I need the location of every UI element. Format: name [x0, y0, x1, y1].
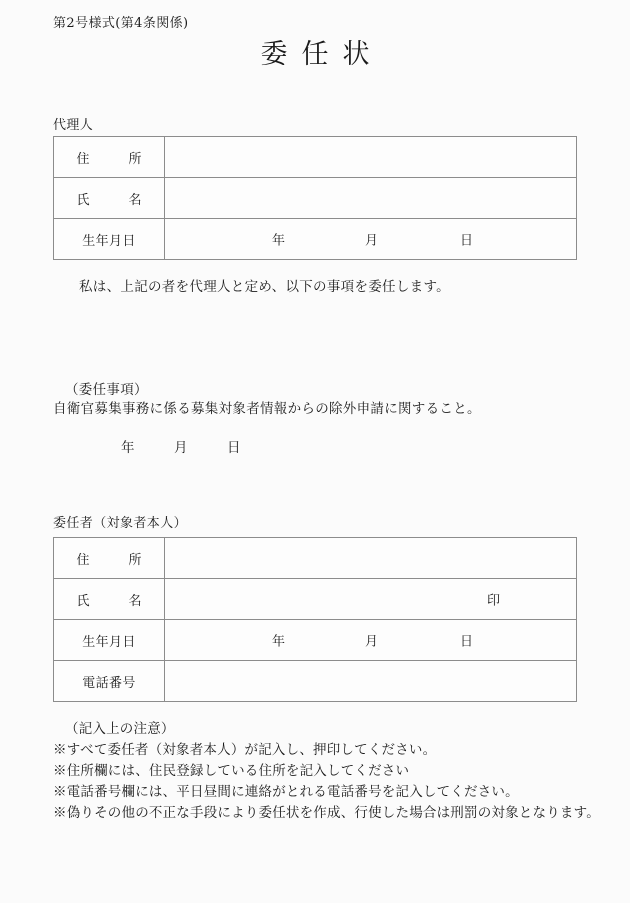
agent-information-table	[53, 136, 577, 260]
agent-birthdate-field[interactable]	[165, 219, 577, 260]
notes-heading: （記入上の注意）	[65, 721, 175, 737]
agent-name-label: 氏 名	[54, 178, 165, 219]
agent-section-caption: 代理人	[53, 118, 94, 133]
agent-birthdate-label: 生年月日	[54, 219, 165, 260]
agent-address-label: 住 所	[54, 137, 165, 178]
month-mark: 月	[365, 233, 379, 249]
seal-mark: 印	[486, 593, 500, 609]
delegator-address-field[interactable]	[165, 538, 577, 579]
delegator-information-table	[53, 537, 577, 702]
delegator-birthdate-marks	[165, 620, 576, 660]
agent-birthdate-marks	[165, 219, 576, 259]
note-line: ※すべて委任者（対象者本人）が記入し、押印してください。	[53, 742, 437, 758]
signing-year-mark: 年	[121, 440, 135, 456]
delegator-address-label: 住 所	[54, 538, 165, 579]
delegator-birthdate-label: 生年月日	[54, 620, 165, 661]
note-line: ※住所欄には、住民登録している住所を記入してください	[53, 763, 410, 779]
signing-day-mark: 日	[227, 440, 241, 456]
day-mark: 日	[460, 634, 474, 650]
agent-name-field[interactable]	[165, 178, 577, 219]
table-row	[54, 538, 577, 579]
table-row	[54, 661, 577, 702]
delegator-section-caption: 委任者（対象者本人）	[53, 516, 188, 531]
delegator-birthdate-field[interactable]	[165, 620, 577, 661]
day-mark: 日	[460, 233, 474, 249]
month-mark: 月	[365, 634, 379, 650]
note-line: ※偽りその他の不正な手段により委任状を作成、行使した場合は刑罰の対象となります。	[53, 805, 600, 821]
delegation-statement: 私は、上記の者を代理人と定め、以下の事項を委任します。	[79, 279, 450, 295]
signing-month-mark: 月	[174, 440, 188, 456]
agent-address-field[interactable]	[165, 137, 577, 178]
note-line: ※電話番号欄には、平日昼間に連絡がとれる電話番号を記入してください。	[53, 784, 519, 800]
year-mark: 年	[272, 634, 286, 650]
delegator-phone-field[interactable]	[165, 661, 577, 702]
matters-heading: （委任事項）	[65, 382, 148, 398]
delegator-phone-label: 電話番号	[54, 661, 165, 702]
table-row	[54, 620, 577, 661]
table-row	[54, 219, 577, 260]
delegator-name-label: 氏 名	[54, 579, 165, 620]
year-mark: 年	[272, 233, 286, 249]
table-row	[54, 137, 577, 178]
table-row	[54, 178, 577, 219]
notes-section	[53, 719, 600, 824]
delegator-name-field[interactable]	[165, 579, 577, 620]
document-title: 委任状	[260, 39, 384, 70]
form-number-label: 第2号様式(第4条関係)	[53, 16, 189, 31]
matters-body: 自衛官募集事務に係る募集対象者情報からの除外申請に関すること。	[53, 401, 481, 417]
table-row	[54, 579, 577, 620]
